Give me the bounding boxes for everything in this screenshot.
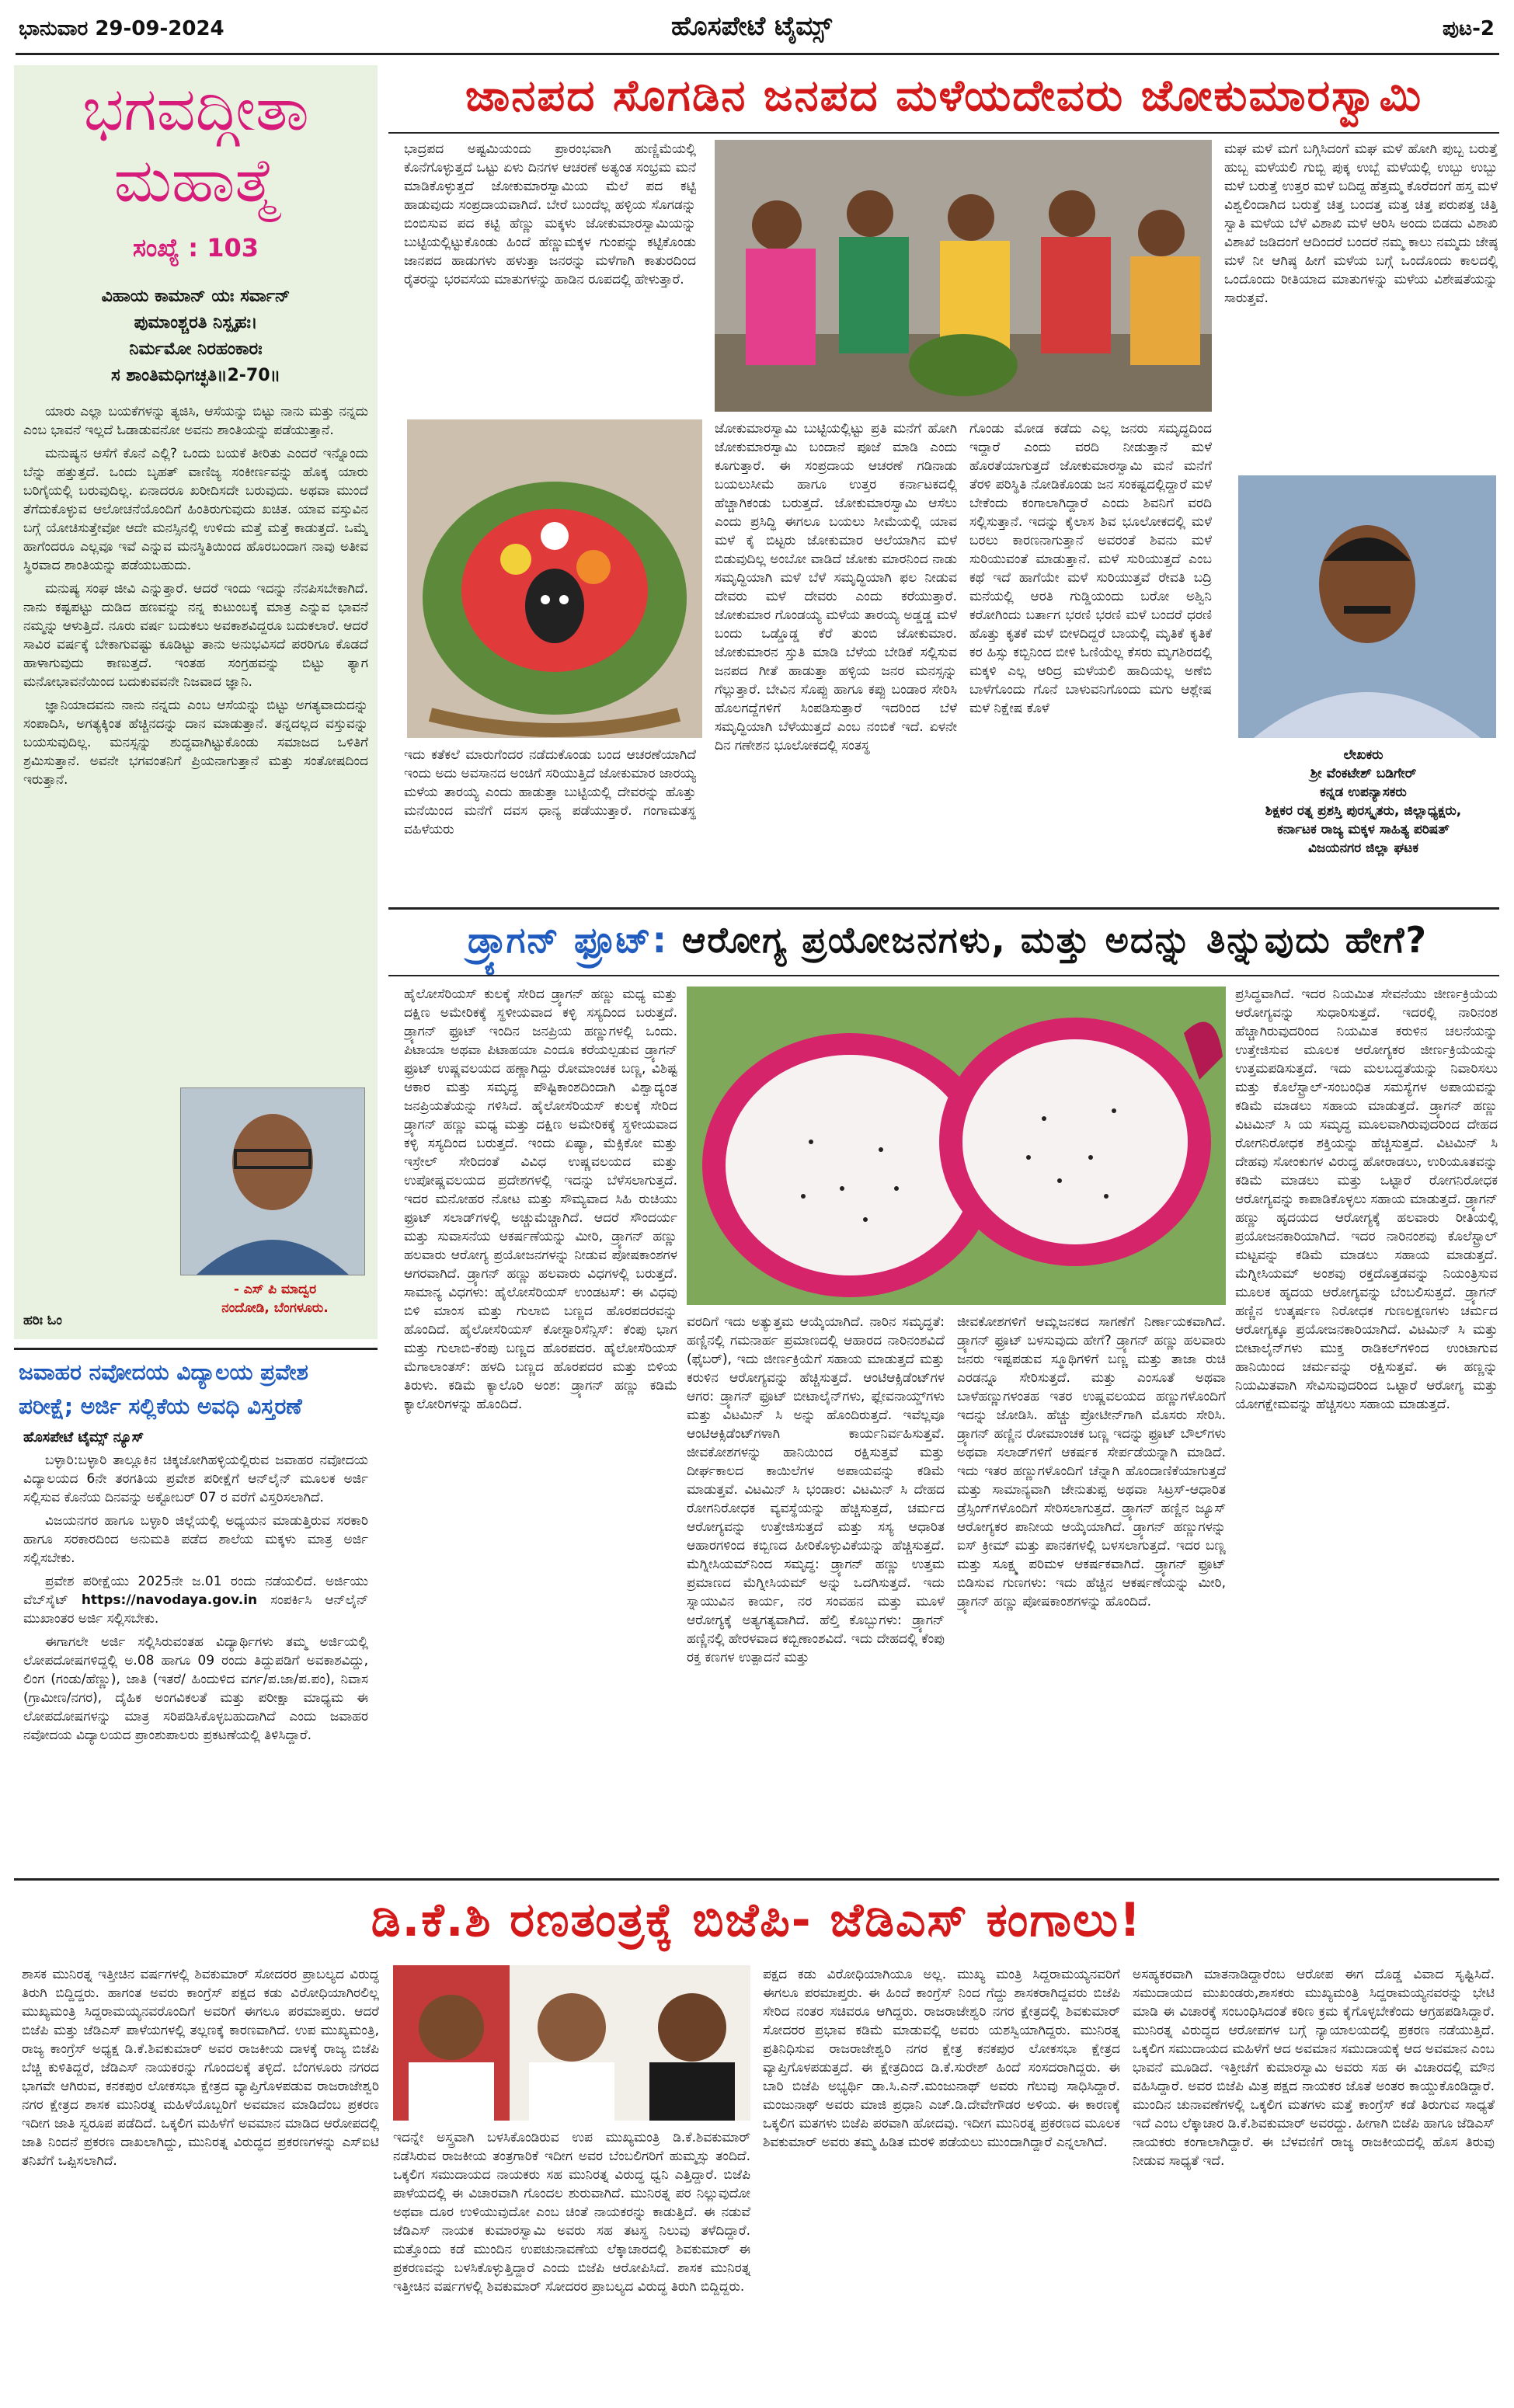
gita-author-photo: [180, 1087, 365, 1275]
gita-author-place: ನಂದೋಡಿ, ಬೆಂಗಳೂರು.: [221, 1300, 329, 1316]
shloka-line: ವಿಹಾಯ ಕಾಮಾನ್ ಯಃ ಸರ್ವಾನ್: [101, 287, 291, 306]
gita-title: [14, 74, 378, 217]
navodaya-paragraph: ವಿಜಯನಗರ ಹಾಗೂ ಬಳ್ಳಾರಿ ಜಿಲ್ಲೆಯಲ್ಲಿ ಅಧ್ಯಯನ ಮಾಡುತ್ತಿರುವ ಸರಕಾರಿ ಹಾಗೂ ಸರಕಾರದಿಂದ ಅನುಮತಿ ಪಡೆದ ಶಾಲೆಯ ಮಕ್ಕಳು ಮಾತ್ರ ಅರ್ಜಿ ಸಲ್ಲಿಸಬೇಕು.: [23, 1513, 368, 1566]
navodaya-headline-line1: ಜವಾಹರ ನವೋದಯ ವಿದ್ಯಾಲಯ ಪ್ರವೇಶ: [19, 1359, 308, 1385]
navodaya-paragraph: ಈಗಾಗಲೇ ಅರ್ಜಿ ಸಲ್ಲಿಸಿರುವಂತಹ ವಿದ್ಯಾರ್ಥಿಗಳು ತಮ್ಮ ಅರ್ಜಿಯಲ್ಲಿ ಲೋಪದೋಷಗಳಿದ್ದಲ್ಲಿ ಅ.08 ಹಾಗೂ 09 ರಂದು ತಿದ್ದುಪಡಿಗೆ ಅವಕಾಶವಿದ್ದು, ಲಿಂಗ (ಗಂಡು/ಹೆಣ್ಣು), ಜಾತಿ (ಇತರೆ/ ಹಿಂದುಳಿದ ವರ್ಗ/ಪ.ಜಾ/ಪ.ಪಂ), ನಿವಾಸ (ಗ್ರಾಮೀಣ/ನಗರ), ದೈಹಿಕ ಅಂಗವಿಕಲತೆ ಮತ್ತು ಪರೀಕ್ಷಾ ಮಾಧ್ಯಮ ಈ ಲೋಪದೋಷಗಳನ್ನು ಮಾತ್ರ ಸರಿಪಡಿಸಿಕೊಳ್ಳಬಹುದಾಗಿದೆ ಎಂದು ಜವಾಹರ ನವೋದಯ ವಿದ್ಯಾಲಯದ ಪ್ರಾಂಶುಪಾಲರು ಪ್ರಕಟಣೆಯಲ್ಲಿ ತಿಳಿಸಿದ್ದಾರೆ.: [23, 1634, 368, 1743]
navodaya-headline: [19, 1355, 376, 1424]
politics-col2: ಇದನ್ನೇ ಅಸ್ತ್ರವಾಗಿ ಬಳಸಿಕೊಂಡಿರುವ ಉಪ ಮುಖ್ಯಮಂತ್ರಿ ಡಿ.ಕೆ.ಶಿವಕುಮಾರ್ ನಡೆಸಿರುವ ರಾಜಕೀಯ ತಂತ್ರಗಾರಿಕೆ ಇದೀಗ ಅವರ ಬೆಂಬಲಿಗರಿಗೆ ಹುಮ್ಮಸ್ಸು ತಂದಿದೆ. ಒಕ್ಕಲಿಗ ಸಮುದಾಯದ ನಾಯಕರು ಸಹ ಮುನಿರತ್ನ ವಿರುದ್ಧ ಧ್ವನಿ ಎತ್ತಿದ್ದಾರೆ. ಬಿಜೆಪಿ ಪಾಳೆಯದಲ್ಲಿ ಈ ವಿಚಾರವಾಗಿ ಗೊಂದಲ ಶುರುವಾಗಿದೆ. ಮುನಿರತ್ನ ಪರ ನಿಲ್ಲುವುದೋ ಅಥವಾ ದೂರ ಉಳಿಯುವುದೋ ಎಂಬ ಚಿಂತೆ ನಾಯಕರನ್ನು ಕಾಡುತ್ತಿದೆ. ಈ ನಡುವೆ ಜೆಡಿಎಸ್ ನಾಯಕ ಕುಮಾರಸ್ವಾಮಿ ಅವರು ಸಹ ತಟಸ್ಥ ನಿಲುವು ತಳೆದಿದ್ದಾರೆ. ಮತ್ತೊಂದು ಕಡೆ ಮುಂದಿನ ಉಪಚುನಾವಣೆಯ ಲೆಕ್ಕಾಚಾರದಲ್ಲಿ ಶಿವಕುಮಾರ್ ಈ ಪ್ರಕರಣವನ್ನು ಬಳಸಿಕೊಳ್ಳುತ್ತಿದ್ದಾರೆ ಎಂದು ಬಿಜೆಪಿ ಆರೋಪಿಸಿದೆ. ಶಾಸಕ ಮುನಿರತ್ನ ಇತ್ತೀಚಿನ ವರ್ಷಗಳಲ್ಲಿ ಶಿವಕುಮಾರ್ ಸೋದರರ ಪ್ರಾಬಲ್ಯದ ವಿರುದ್ಧ ತಿರುಗಿ ಬಿದ್ದಿದ್ದರು.: [393, 2130, 750, 2295]
navodaya-website[interactable]: https://navodaya.gov.in: [81, 1592, 258, 1608]
navodaya-body: [23, 1451, 368, 1870]
dragon-col2: ವರದಿಗೆ ಇದು ಅತ್ಯುತ್ತಮ ಆಯ್ಕೆಯಾಗಿದೆ. ನಾರಿನ ಸಮೃದ್ಧತೆ: ಹಣ್ಣಿನಲ್ಲಿ ಗಮನಾರ್ಹ ಪ್ರಮಾಣದಲ್ಲಿ ಆಹಾರದ ನಾರಿನಂಶವಿದೆ (ಫೈಬರ್), ಇದು ಜೀರ್ಣಕ್ರಿಯೆಗೆ ಸಹಾಯ ಮಾಡುತ್ತದೆ ಮತ್ತು ಕರುಳಿನ ಆರೋಗ್ಯವನ್ನು ಹೆಚ್ಚಿಸುತ್ತದೆ. ಆಂಟಿಆಕ್ಸಿಡೆಂಟ್‌ಗಳ ಆಗರ: ಡ್ರ್ಯಾಗನ್ ಫ್ರೂಟ್ ಬೀಟಾಲೈನ್‌ಗಳು, ಫ್ಲೇವನಾಯ್ಡ್‌ಗಳು ಮತ್ತು ವಿಟಮಿನ್ ಸಿ ಅನ್ನು ಹೊಂದಿರುತ್ತದೆ. ಇವೆಲ್ಲವೂ ಆಂಟಿಆಕ್ಸಿಡೆಂಟ್‌ಗಳಾಗಿ ಕಾರ್ಯನಿರ್ವಹಿಸುತ್ತವೆ. ಜೀವಕೋಶಗಳನ್ನು ಹಾನಿಯಿಂದ ರಕ್ಷಿಸುತ್ತವೆ ಮತ್ತು ದೀರ್ಘಕಾಲದ ಕಾಯಿಲೆಗಳ ಅಪಾಯವನ್ನು ಕಡಿಮೆ ಮಾಡುತ್ತವೆ. ವಿಟಮಿನ್ ಸಿ ಭಂಡಾರ: ವಿಟಮಿನ್ ಸಿ ದೇಹದ ರೋಗನಿರೋಧಕ ವ್ಯವಸ್ಥೆಯನ್ನು ಹೆಚ್ಚಿಸುತ್ತದೆ, ಚರ್ಮದ ಆರೋಗ್ಯವನ್ನು ಉತ್ತೇಜಿಸುತ್ತದೆ ಮತ್ತು ಸಸ್ಯ ಆಧಾರಿತ ಆಹಾರಗಳಿಂದ ಕಬ್ಬಿಣದ ಹೀರಿಕೊಳ್ಳುವಿಕೆಯನ್ನು ಹೆಚ್ಚಿಸುತ್ತದೆ. ಮೆಗ್ನೀಸಿಯಮ್‌ನಿಂದ ಸಮೃದ್ಧ: ಡ್ರ್ಯಾಗನ್ ಹಣ್ಣು ಉತ್ತಮ ಪ್ರಮಾಣದ ಮೆಗ್ನೀಸಿಯಮ್ ಅನ್ನು ಒದಗಿಸುತ್ತದೆ. ಇದು ಸ್ನಾಯುವಿನ ಕಾರ್ಯ, ನರ ಸಂವಹನ ಮತ್ತು ಮೂಳೆ ಆರೋಗ್ಯಕ್ಕೆ ಅತ್ಯಗತ್ಯವಾಗಿದೆ. ಹೆಲ್ತಿ ಕೊಬ್ಬುಗಳು: ಡ್ರ್ಯಾಗನ್ ಹಣ್ಣಿನಲ್ಲಿ ಹೇರಳವಾದ ಕಬ್ಬಿಣಾಂಶವಿದೆ. ಇದು ದೇಹದಲ್ಲಿ ಕೆಂಪು ರಕ್ತ ಕಣಗಳ ಉತ್ಪಾದನೆ ಮತ್ತು: [687, 1314, 945, 1665]
folk-author-photo: [1238, 475, 1496, 738]
gita-shloka: [23, 284, 368, 389]
folk-col4: ಮಘ ಮಳೆ ಮಗೆ ಬಗ್ಗಿಸಿದಂಗೆ ಮಘ ಮಳೆ ಹೋಗಿ ಪುಬ್ಬ ಬರುತ್ತೆ ಹುಬ್ಬ ಮಳೆಯಲಿ ಗುಬ್ಬಿ ಪುಕ್ಕ ಉಬ್ಬೆ ಮಳೆಯಲ್ಲಿ ಉಬ್ಬು ಉಬ್ಬು ಮಳೆ ಬರುತ್ತೆ ಉತ್ತರ ಮಳೆ ಬದಿದ್ದ ಹೆತ್ತಮ್ಮ ಕೊರೆದಂಗೆ ಹಸ್ತ ಮಳೆ ವಿಶ್ವಲಿಂದಾಗಿದ ಬರುತ್ತೆ ಚಿತ್ತ ಬಂದತ್ತ ಮತ್ತ ಚಿತ್ತ ಪರುಪತ್ತ ಚಿತ್ತಿ ಸ್ವಾತಿ ಮಳೆಯ ಬೆಳೆ ವಿಶಾಖಿ ಮಳೆ ಆರಿಸಿ ಅಂದು ಬಿಡದು ವಿಶಾಖಿ ವಿಶಾಖೆ ಜಡಿದಂಗೆ ಆದಿಂದರೆ ಬಂದರೆ ನಮ್ಮ ಕಾಲು ನಮ್ಮದು ಜೇಷ್ಠ ಮಳೆ ನೀ ಆಗಿಷ್ಠ ಹೀಗೆ ಮಳೆಯ ಬಗ್ಗೆ ಒಂದೊಂದು ಕಾಲದಲ್ಲಿ ಒಂದೊಂದು ರೀತಿಯಾದ ಮಾತುಗಳನ್ನು ಮಳೆಯ ವಿಶೇಷತೆಯನ್ನು ಸಾರುತ್ತವೆ.: [1224, 141, 1498, 306]
folk-women-photo: [715, 140, 1212, 412]
gita-title-line2: ಮಹಾತ್ಮೆ: [113, 146, 278, 216]
folk-col1: ಭಾದ್ರಪದ ಅಷ್ಟಮಿಯಂದು ಪ್ರಾರಂಭವಾಗಿ ಹುಣ್ಣಿಮೆಯಲ್ಲಿ ಕೊನೆಗೊಳ್ಳುತ್ತದೆ ಒಟ್ಟು ಏಳು ದಿನಗಳ ಆಚರಣೆ ಅತ್ಯಂತ ಸಂಭ್ರಮ ಮನೆ ಮಾಡಿಕೊಳ್ಳುತ್ತದೆ ಜೋಕುಮಾರಸ್ವಾಮಿಯ ಮೆಲೆ ಪದ ಕಟ್ಟಿ ಹಾಡುವುದು ಸಂಪ್ರದಾಯವಾಗಿದೆ. ಬೇರೆ ಬುಂದೆಲ್ಲ ಹಳ್ಳಿಯ ಸೊಗಡನ್ನು ಬಿಂಬಿಸುವ ಪದ ಕಟ್ಟಿ ಹೆಣ್ಣು ಮಕ್ಕಳು ಜೋಕುಮಾರಸ್ವಾಮಿಯನ್ನು ಬುಟ್ಟಿಯಲ್ಲಿಟ್ಟುಕೊಂಡು ಹಿಂದೆ ಹೆಣ್ಣುಮಕ್ಕಳ ಗುಂಪನ್ನು ಕಟ್ಟಿಕೊಂಡು ಜಾನಪದ ಹಾಡುಗಳು ಹಳುತ್ತಾ ಜನರನ್ನು ಮಳೆಗಾಗಿ ಕಾತುರದಿಂದ ರೈತರನ್ನು ಭರವಸೆಯ ಮಾತುಗಳನ್ನು ಹಾಡಿನ ರೂಪದಲ್ಲಿ ಹೇಳುತ್ತಾರೆ.: [404, 141, 696, 287]
page-number: ಪುಟ-2: [1442, 17, 1495, 40]
gita-paragraph: ಮನುಷ್ಯನ ಆಸೆಗೆ ಕೊನೆ ಎಲ್ಲಿ? ಒಂದು ಬಯಕೆ ತೀರಿತು ಎಂದರೆ ಇನ್ನೊಂದು ಬೆನ್ನು ಹತ್ತುತ್ತದೆ. ಒಂದು ಬೃಹತ್ ವಾಣಿಜ್ಯ ಸಂಕೀರ್ಣವನ್ನು ಹೊಕ್ಕ ಯಾರು ಬರಿಗೈಯಲ್ಲಿ ಬರುವುದಿಲ್ಲ. ಏನಾದರೂ ಖರೀದಿಸದೇ ಬರುವುದು. ಅಥವಾ ಮುಂದೆ ತೆಗೆದುಕೊಳ್ಳುವ ಆಲೋಚನೆಯೊಂದಿಗೆ ಹಿಂತಿರುಗುವುದು ಖಚಿತ. ಯಾವ ವಸ್ತುವಿನ ಬಗ್ಗೆ ಯೋಚಿಸುತ್ತೇವೋ ಆದೇ ಮನಸ್ಸಿನಲ್ಲಿ ಉಳಿದು ಮತ್ತೆ ಮತ್ತೆ ಕಾಡುತ್ತದೆ. ಒಮ್ಮೆ ಹಾಗೆಂದರೂ ಎಲ್ಲವೂ ಇವೆ ಎನ್ನುವ ಮನಸ್ಥಿತಿಯಿಂದ ಹೊರಬಂದಾಗ ನಾವು ಅತೀವ ಸ್ಥಿರವಾದ ಶಾಂತಿಯನ್ನು ಪಡೆಯಬಹುದು.: [23, 446, 368, 573]
shloka-line: ಪುಮಾಂಶ್ಚರತಿ ನಿಸ್ಪೃಹಃ।: [134, 313, 258, 332]
author-role: ವಿಜಯನಗರ ಜಿಲ್ಲಾ ಘಟಕ: [1307, 840, 1419, 856]
dragon-headline: [396, 913, 1499, 967]
navodaya-rule: [14, 1348, 378, 1350]
shloka-line: ಸ ಶಾಂತಿಮಧಿಗಚ್ಛತಿ॥2-70॥: [111, 366, 280, 385]
dragon-rule: [388, 975, 1499, 976]
gita-author-name: - ಎಸ್ ಪಿ ಮಾದ್ವರ: [233, 1282, 317, 1297]
gita-author: [183, 1280, 367, 1317]
politics-headline: ಡಿ.ಕೆ.ಶಿ ರಣತಂತ್ರಕ್ಕೆ ಬಿಜೆಪಿ- ಜೆಡಿಎಸ್ ಕಂಗಾಲು!: [371, 1893, 1143, 1947]
politics-col4: ಅಸಹ್ಯಕರವಾಗಿ ಮಾತನಾಡಿದ್ದಾರೆಂಬ ಆರೋಪ ಈಗ ದೊಡ್ಡ ವಿವಾದ ಸೃಷ್ಟಿಸಿದೆ. ಸಮುದಾಯದ ಮುಖಂಡರು,ಶಾಸಕರು ಮುಖ್ಯಮಂತ್ರಿ ಸಿದ್ದರಾಮಯ್ಯನವರನ್ನು ಭೇಟಿ ಮಾಡಿ ಈ ವಿಚಾರಕ್ಕೆ ಸಂಬಂಧಿಸಿದಂತೆ ಕಠಿಣ ಕ್ರಮ ಕೈಗೊಳ್ಳಬೇಕೆಂದು ಆಗ್ರಹಪಡಿಸಿದ್ದಾರೆ. ಮುನಿರತ್ನ ವಿರುದ್ಧದ ಆರೋಪಗಳ ಬಗ್ಗೆ ನ್ಯಾಯಾಲಯದಲ್ಲಿ ಪ್ರಕರಣ ನಡೆಯುತ್ತಿದೆ. ಒಕ್ಕಲಿಗ ಸಮುದಾಯದ ಮಹಿಳೆಗೆ ಆದ ಅವಮಾನ ಸಮುದಾಯಕ್ಕೆ ಆದ ಅವಮಾನ ಎಂಬ ಭಾವನೆ ಮೂಡಿದೆ. ಇತ್ತೀಚೆಗೆ ಕುಮಾರಸ್ವಾಮಿ ಅವರು ಸಹ ಈ ವಿಚಾರದಲ್ಲಿ ಮೌನ ವಹಿಸಿದ್ದಾರೆ. ಅವರ ಬಿಜೆಪಿ ಮಿತ್ರ ಪಕ್ಷದ ನಾಯಕರ ಜೊತೆ ಅಂತರ ಕಾಯ್ದುಕೊಂಡಿದ್ದಾರೆ. ಮುಂದಿನ ಚುನಾವಣೆಗಳಲ್ಲಿ ಒಕ್ಕಲಿಗ ಮತಗಳು ಮತ್ತೆ ಕಾಂಗ್ರೆಸ್ ಕಡೆ ತಿರುಗುವ ಸಾಧ್ಯತೆ ಇದೆ ಎಂಬ ಲೆಕ್ಕಾಚಾರ ಡಿ.ಕೆ.ಶಿವಕುಮಾರ್ ಅವರದ್ದು. ಹೀಗಾಗಿ ಬಿಜೆಪಿ ಹಾಗೂ ಜೆಡಿಎಸ್ ನಾಯಕರು ಕಂಗಾಲಾಗಿದ್ದಾರೆ. ಈ ಬೆಳವಣಿಗೆ ರಾಜ್ಯ ರಾಜಕೀಯದಲ್ಲಿ ಹೊಸ ತಿರುವು ನೀಡುವ ಸಾಧ್ಯತೆ ಇದೆ.: [1133, 1967, 1495, 2169]
folk-deity-photo: [407, 419, 702, 738]
date-line: ಭಾನುವಾರ 29-09-2024: [19, 17, 224, 40]
shloka-line: ನಿರ್ಮಮೋ ನಿರಹಂಕಾರಃ: [129, 339, 263, 359]
dragon-headline-rest: ಆರೋಗ್ಯ ಪ್ರಯೋಜನಗಳು, ಮತ್ತು ಅದನ್ನು ತಿನ್ನುವುದು ಹೇಗೆ?: [682, 919, 1429, 961]
gita-body: [23, 402, 368, 1083]
folk-headline: ಜಾನಪದ ಸೊಗಡಿನ ಜನಪದ ಮಳೆಯದೇವರು ಜೋಕುಮಾರಸ್ವಾಮಿ: [465, 71, 1423, 121]
author-role: ಕನ್ನಡ ಉಪನ್ಯಾಸಕರು: [1320, 785, 1407, 800]
politicians-photo: [393, 1965, 750, 2121]
author-role: ಕರ್ನಾಟಕ ರಾಜ್ಯ ಮಕ್ಕಳ ಸಾಹಿತ್ಯ ಪರಿಷತ್: [1277, 822, 1450, 837]
dragon-fruit-photo: [687, 987, 1226, 1305]
gita-title-line1: ಭಗವದ್ಗೀತಾ: [82, 75, 309, 144]
politics-col3: ಪಕ್ಷದ ಕಡು ವಿರೋಧಿಯಾಗಿಯೂ ಅಲ್ಲ. ಮುಖ್ಯ ಮಂತ್ರಿ ಸಿದ್ದರಾಮಯ್ಯನವರಿಗೆ ಈಗಲೂ ಪರಮಾಪ್ತರು. ಈ ಹಿಂದೆ ಕಾಂಗ್ರೆಸ್ ನಿಂದ ಗೆದ್ದು ಶಾಸಕರಾಗಿದ್ದವರು ಬಿಜೆಪಿ ಸೇರಿದ ನಂತರ ಸಚಿವರೂ ಆಗಿದ್ದರು. ರಾಜರಾಜೇಶ್ವರಿ ನಗರ ಕ್ಷೇತ್ರದಲ್ಲಿ ಶಿವಕುಮಾರ್ ಸೋದರರ ಪ್ರಭಾವ ಕಡಿಮೆ ಮಾಡುವಲ್ಲಿ ಅವರು ಯಶಸ್ವಿಯಾಗಿದ್ದರು. ಮುನಿರತ್ನ ಪ್ರತಿನಿಧಿಸುವ ರಾಜರಾಜೇಶ್ವರಿ ನಗರ ಕ್ಷೇತ್ರ ಕನಕಪುರ ಲೋಕಸಭಾ ಕ್ಷೇತ್ರದ ವ್ಯಾಪ್ತಿಗೊಳಪಡುತ್ತದೆ. ಈ ಕ್ಷೇತ್ರದಿಂದ ಡಿ.ಕೆ.ಸುರೇಶ್ ಹಿಂದೆ ಸಂಸದರಾಗಿದ್ದರು. ಈ ಬಾರಿ ಬಿಜೆಪಿ ಅಭ್ಯರ್ಥಿ ಡಾ.ಸಿ.ಎನ್.ಮಂಜುನಾಥ್ ಅವರು ಗೆಲುವು ಸಾಧಿಸಿದ್ದಾರೆ. ಮಂಜುನಾಥ್ ಅವರು ಮಾಜಿ ಪ್ರಧಾನಿ ಎಚ್.ಡಿ.ದೇವೇಗೌಡರ ಅಳಿಯ. ಈ ಕಾರಣಕ್ಕೆ ಒಕ್ಕಲಿಗ ಮತಗಳು ಬಿಜೆಪಿ ಪರವಾಗಿ ಹೋದವು. ಇದೀಗ ಮುನಿರತ್ನ ಪ್ರಕರಣದ ಮೂಲಕ ಶಿವಕುಮಾರ್ ಅವರು ತಮ್ಮ ಹಿಡಿತ ಮರಳಿ ಪಡೆಯಲು ಮುಂದಾಗಿದ್ದಾರೆ ಎನ್ನಲಾಗಿದೆ.: [763, 1967, 1120, 2150]
dragon-col1: ಹೈಲೋಸೆರಿಯಸ್ ಕುಲಕ್ಕೆ ಸೇರಿದ ಡ್ರ್ಯಾಗನ್ ಹಣ್ಣು ಮಧ್ಯ ಮತ್ತು ದಕ್ಷಿಣ ಅಮೇರಿಕಕ್ಕೆ ಸ್ಥಳೀಯವಾದ ಕಳ್ಳಿ ಸಸ್ಯದಿಂದ ಬರುತ್ತದೆ. ಡ್ರ್ಯಾಗನ್ ಫ್ರೂಟ್ ಇಂದಿನ ಜನಪ್ರಿಯ ಹಣ್ಣುಗಳಲ್ಲಿ ಒಂದು. ಪಿಟಾಯಾ ಅಥವಾ ಪಿಟಾಹಯಾ ಎಂದೂ ಕರೆಯಲ್ಪಡುವ ಡ್ರ್ಯಾಗನ್ ಫ್ರೂಟ್ ಉಷ್ಣವಲಯದ ಹಣ್ಣಾಗಿದ್ದು ರೋಮಾಂಚಕ ಬಣ್ಣ, ವಿಶಿಷ್ಟ ಆಕಾರ ಮತ್ತು ಸಮೃದ್ಧ ಪೌಷ್ಟಿಕಾಂಶದಿಂದಾಗಿ ವಿಶ್ವಾದ್ಯಂತ ಜನಪ್ರಿಯತೆಯನ್ನು ಗಳಿಸಿದೆ. ಹೈಲೋಸೆರಿಯಸ್ ಕುಲಕ್ಕೆ ಸೇರಿದ ಡ್ರ್ಯಾಗನ್ ಹಣ್ಣು ಮಧ್ಯ ಮತ್ತು ದಕ್ಷಿಣ ಅಮೇರಿಕಕ್ಕೆ ಸ್ಥಳೀಯವಾದ ಕಳ್ಳಿ ಸಸ್ಯದಿಂದ ಬರುತ್ತದೆ. ಇಂದು ಏಷ್ಯಾ, ಮೆಕ್ಸಿಕೋ ಮತ್ತು ಇಸ್ರೇಲ್ ಸೇರಿದಂತೆ ವಿವಿಧ ಉಷ್ಣವಲಯದ ಮತ್ತು ಉಪೋಷ್ಣವಲಯದ ಪ್ರದೇಶಗಳಲ್ಲಿ ಇದನ್ನು ಬೆಳೆಸಲಾಗುತ್ತದೆ. ಇದರ ಮನೋಹರ ನೋಟ ಮತ್ತು ಸೌಮ್ಯವಾದ ಸಿಹಿ ರುಚಿಯು ಫ್ರೂಟ್ ಸಲಾಡ್‌ಗಳಲ್ಲಿ ಅಚ್ಚುಮೆಚ್ಚಾಗಿದೆ. ಆದರೆ ಸೌಂದರ್ಯ ಮತ್ತು ಸುವಾಸನೆಯ ಆಕರ್ಷಣೆಯನ್ನು ಮೀರಿ, ಡ್ರ್ಯಾಗನ್ ಹಣ್ಣು ಹಲವಾರು ಆರೋಗ್ಯ ಪ್ರಯೋಜನಗಳನ್ನು ನೀಡುವ ಪೋಷಕಾಂಶಗಳ ಆಗರವಾಗಿದೆ. ಡ್ರ್ಯಾಗನ್ ಹಣ್ಣು ಹಲವಾರು ವಿಧಗಳಲ್ಲಿ ಬರುತ್ತದೆ. ಸಾಮಾನ್ಯ ವಿಧಗಳು: ಹೈಲೋಸೆರಿಯಸ್ ಉಂಡಟಸ್: ಈ ವಿಧವು ಬಿಳಿ ಮಾಂಸ ಮತ್ತು ಗುಲಾಬಿ ಬಣ್ಣದ ಹೊರಪದರವನ್ನು ಹೊಂದಿದೆ. ಹೈಲೋಸೆರಿಯಸ್ ಕೋಸ್ಟಾರಿಸೆನ್ಸಿಸ್: ಕೆಂಪು ಭಾಗ ಮತ್ತು ಗುಲಾಬಿ-ಕೆಂಪು ಬಣ್ಣದ ಹೊರಪದರ. ಹೈಲೋಸೆರಿಯಸ್ ಮೆಗಾಲಾಂತಸ್: ಹಳದಿ ಬಣ್ಣದ ಹೊರಪದರ ಮತ್ತು ಬಿಳಿಯ ತಿರುಳು. ಕಡಿಮೆ ಕ್ಯಾಲೊರಿ ಅಂಶ: ಡ್ರ್ಯಾಗನ್ ಹಣ್ಣು ಕಡಿಮೆ ಕ್ಯಾಲೋರಿಗಳನ್ನು ಹೊಂದಿದೆ.: [404, 987, 677, 1412]
author-name: ಶ್ರೀ ವೆಂಕಟೇಶ್ ಬಡಿಗೇರ್: [1310, 766, 1417, 781]
navodaya-headline-line2: ಪರೀಕ್ಷೆ; ಅರ್ಜಿ ಸಲ್ಲಿಕೆಯ ಅವಧಿ ವಿಸ್ತರಣೆ: [19, 1394, 302, 1419]
politics-rule: [14, 1878, 1499, 1881]
dragon-col3: ಜೀವಕೋಶಗಳಿಗೆ ಆಮ್ಲಜನಕದ ಸಾಗಣೆಗೆ ನಿರ್ಣಾಯಕವಾಗಿದೆ. ಡ್ರ್ಯಾಗನ್ ಫ್ರೂಟ್ ಬಳಸುವುದು ಹೇಗೆ? ಡ್ರ್ಯಾಗನ್ ಹಣ್ಣು ಹಲವಾರು ಜನರು ಇಷ್ಟಪಡುವ ಸ್ಮೂಥಿಗಳಿಗೆ ಬಣ್ಣ ಮತ್ತು ತಾಜಾ ರುಚಿ ಎರಡನ್ನೂ ಸೇರಿಸುತ್ತದೆ. ಮತ್ತು ಎಂಸೂತೆ ಅಥವಾ ಬಾಳೆಹಣ್ಣುಗಳಂತಹ ಇತರ ಉಷ್ಣವಲಯದ ಹಣ್ಣುಗಳೊಂದಿಗೆ ಇದನ್ನು ಜೋಡಿಸಿ. ಹೆಚ್ಚು ಪ್ರೋಟೀನ್‌ಗಾಗಿ ಮೊಸರು ಸೇರಿಸಿ. ಡ್ರ್ಯಾಗನ್ ಹಣ್ಣಿನ ರೋಮಾಂಚಕ ಬಣ್ಣ ಇದನ್ನು ಫ್ರೂಟ್ ಬೌಲ್‌ಗಳು ಅಥವಾ ಸಲಾಡ್‌ಗಳಿಗೆ ಆಕರ್ಷಕ ಸೇರ್ಪಡೆಯನ್ನಾಗಿ ಮಾಡಿದೆ. ಇದು ಇತರ ಹಣ್ಣುಗಳೊಂದಿಗೆ ಚೆನ್ನಾಗಿ ಹೊಂದಾಣಿಕೆಯಾಗುತ್ತದೆ ಮತ್ತು ಸಾಮಾನ್ಯವಾಗಿ ಜೇನುತುಪ್ಪ ಅಥವಾ ಸಿಟ್ರಸ್-ಆಧಾರಿತ ಡ್ರೆಸ್ಸಿಂಗ್‌ಗಳೊಂದಿಗೆ ಸೇರಿಸಲಾಗುತ್ತದೆ. ಡ್ರ್ಯಾಗನ್ ಹಣ್ಣಿನ ಜ್ಯೂಸ್ ಆರೋಗ್ಯಕರ ಪಾನೀಯ ಆಯ್ಕೆಯಾಗಿದೆ. ಡ್ರ್ಯಾಗನ್ ಹಣ್ಣುಗಳನ್ನು ಐಸ್ ಕ್ರೀಮ್ ಮತ್ತು ಪಾನಕಗಳಲ್ಲಿ ಬಳಸಲಾಗುತ್ತದೆ. ಇದರ ಬಣ್ಣ ಮತ್ತು ಸೂಕ್ಷ್ಮ ಪರಿಮಳ ಆಕರ್ಷಕವಾಗಿದೆ. ಡ್ರ್ಯಾಗನ್ ಫ್ರೂಟ್ ಬಿಡಿಸುವ ಗುಣಗಳು: ಇದು ಹೆಚ್ಚಿನ ಆಕರ್ಷಣೆಯನ್ನು ಮೀರಿ, ಡ್ರ್ಯಾಗನ್ ಹಣ್ಣು ಪೋಷಕಾಂಶಗಳನ್ನು ಹೊಂದಿದೆ.: [957, 1314, 1226, 1609]
gita-paragraph: ಮನುಷ್ಯ ಸಂಘ ಜೀವಿ ಎನ್ನುತ್ತಾರೆ. ಆದರೆ ಇಂದು ಇದನ್ನು ನೆನಪಿಸಬೇಕಾಗಿದೆ. ನಾನು ಕಷ್ಟಪಟ್ಟು ದುಡಿದ ಹಣವನ್ನು ನನ್ನ ಕುಟುಂಬಕ್ಕೆ ಮಾತ್ರ ಎನ್ನುವ ಭಾವನೆ ನಮ್ಮನ್ನು ಆಳುತ್ತಿದೆ. ನೂರು ವರ್ಷ ಬದುಕಲು ಅವಕಾಶವಿದ್ದರೂ ಬದುಕಲಾರೆ. ಆದರೆ ಸಾವಿರ ವರ್ಷಕ್ಕೆ ಬೇಕಾಗುವಷ್ಟು ಕೂಡಿಟ್ಟು ತಾನು ಅನುಭವಿಸದೆ ಪರರಿಗೂ ಕೊಡದೆ ಹಾಳಾಗುವುದು ಕಾಣುತ್ತದೆ. ಇಂತಹ ಸಂಗ್ರಹವನ್ನು ಬಿಟ್ಟು ತ್ಯಾಗ ಮನೋಭಾವನೆಯಿಂದ ಬದುಕುವವನೇ ನಿಜವಾದ ಜ್ಞಾನಿ.: [23, 581, 368, 690]
author-label: ಲೇಖಕರು: [1343, 747, 1383, 763]
dragon-col4: ಪ್ರಸಿದ್ಧವಾಗಿದೆ. ಇದರ ನಿಯಮಿತ ಸೇವನೆಯು ಜೀರ್ಣಕ್ರಿಯೆಯ ಆರೋಗ್ಯವನ್ನು ಸುಧಾರಿಸುತ್ತದೆ. ಇದರಲ್ಲಿ ನಾರಿನಂಶ ಹೆಚ್ಚಾಗಿರುವುದರಿಂದ ನಿಯಮಿತ ಕರುಳಿನ ಚಲನೆಯನ್ನು ಉತ್ತೇಜಿಸುವ ಮೂಲಕ ಆರೋಗ್ಯಕರ ಜೀರ್ಣಕ್ರಿಯೆಯನ್ನು ಉತ್ತಮಪಡಿಸುತ್ತದೆ. ಇದು ಮಲಬದ್ಧತೆಯನ್ನು ನಿವಾರಿಸಲು ಮತ್ತು ಕೊಲೆಸ್ಟ್ರಾಲ್-ಸಂಬಂಧಿತ ಸಮಸ್ಯೆಗಳ ಅಪಾಯವನ್ನು ಕಡಿಮೆ ಮಾಡಲು ಸಹಾಯ ಮಾಡುತ್ತದೆ. ಡ್ರ್ಯಾಗನ್ ಹಣ್ಣು ವಿಟಮಿನ್ ಸಿ ಯ ಸಮೃದ್ಧ ಮೂಲವಾಗಿರುವುದರಿಂದ ದೇಹದ ರೋಗನಿರೋಧಕ ಶಕ್ತಿಯನ್ನು ಹೆಚ್ಚಿಸುತ್ತದೆ. ವಿಟಮಿನ್ ಸಿ ದೇಹವು ಸೋಂಕುಗಳ ವಿರುದ್ಧ ಹೋರಾಡಲು, ಉರಿಯೂತವನ್ನು ಕಡಿಮೆ ಮಾಡಲು ಮತ್ತು ಒಟ್ಟಾರೆ ರೋಗನಿರೋಧಕ ಆರೋಗ್ಯವನ್ನು ಕಾಪಾಡಿಕೊಳ್ಳಲು ಸಹಾಯ ಮಾಡುತ್ತದೆ. ಡ್ರ್ಯಾಗನ್ ಹಣ್ಣು ಹೃದಯದ ಆರೋಗ್ಯಕ್ಕೆ ಹಲವಾರು ರೀತಿಯಲ್ಲಿ ಪ್ರಯೋಜನಕಾರಿಯಾಗಿದೆ. ಇದರ ನಾರಿನಂಶವು ಕೊಲೆಸ್ಟ್ರಾಲ್ ಮಟ್ಟವನ್ನು ಕಡಿಮೆ ಮಾಡಲು ಸಹಾಯ ಮಾಡುತ್ತದೆ. ಮೆಗ್ನೀಸಿಯಮ್ ಅಂಶವು ರಕ್ತದೊತ್ತಡವನ್ನು ನಿಯಂತ್ರಿಸುವ ಮೂಲಕ ಹೃದಯ ಆರೋಗ್ಯವನ್ನು ಬೆಂಬಲಿಸುತ್ತದೆ. ಡ್ರ್ಯಾಗನ್ ಹಣ್ಣಿನ ಉತ್ಕರ್ಷಣ ನಿರೋಧಕ ಗುಣಲಕ್ಷಣಗಳು ಚರ್ಮದ ಆರೋಗ್ಯಕ್ಕೂ ಪ್ರಯೋಜನಕಾರಿಯಾಗಿದೆ. ವಿಟಮಿನ್ ಸಿ ಮತ್ತು ಬೀಟಾಲೈನ್‌ಗಳು ಮುಕ್ತ ರಾಡಿಕಲ್‌ಗಳಿಂದ ಉಂಟಾಗುವ ಹಾನಿಯಿಂದ ಚರ್ಮವನ್ನು ರಕ್ಷಿಸುತ್ತವೆ. ಈ ಹಣ್ಣನ್ನು ನಿಯಮಿತವಾಗಿ ಸೇವಿಸುವುದರಿಂದ ಒಟ್ಟಾರೆ ಆರೋಗ್ಯ ಮತ್ತು ಯೋಗಕ್ಷೇಮವನ್ನು ಹೆಚ್ಚಿಸಲು ಸಹಾಯ ಮಾಡುತ್ತದೆ.: [1235, 987, 1498, 1412]
folk-col1b: ಇದು ಕತೆಕಲೆ ಮಾರುಗೆಂದರ ನಡೆದುಕೊಂಡು ಬಂದ ಆಚರಣೆಯಾಗಿದೆ ಇಂದು ಅದು ಅವಸಾನದ ಅಂಚಿಗೆ ಸರಿಯುತ್ತಿದೆ ಜೋಕುಮಾರ ಜಾರಯ್ಯ ಮಳೆಯ ತಾರಯ್ಯ ಎಂದು ಹಾಡುತ್ತಾ ಬುಟ್ಟಿಯಲ್ಲಿ ದೇವರನ್ನು ಹೊತ್ತು ಮನೆಯಿಂದ ಮನೆಗೆ ದವಸ ಧಾನ್ಯ ಪಡೆಯುತ್ತಾರೆ. ಗಂಗಾಮತಸ್ಥ ವಹಿಳೆಯರು: [404, 747, 696, 837]
folk-rule: [388, 132, 1499, 134]
gita-paragraph: ಜ್ಞಾನಿಯಾದವನು ನಾನು ನನ್ನದು ಎಂಬ ಆಸೆಯನ್ನು ಬಿಟ್ಟು ಅಗತ್ಯವಾದುದನ್ನು ಸಂಪಾದಿಸಿ, ಅಗತ್ಯಕ್ಕಿಂತ ಹೆಚ್ಚಿನದನ್ನು ದಾನ ಮಾಡುತ್ತಾನೆ. ತನ್ನದಲ್ಲದ ವಸ್ತುವನ್ನು ಬಯಸುವುದಿಲ್ಲ. ಮನಸ್ಸನ್ನು ಶುದ್ಧವಾಗಿಟ್ಟುಕೊಂಡು ಸಮಾಜದ ಒಳಿತಿಗೆ ಶ್ರಮಿಸುತ್ತಾನೆ. ಅವನೇ ಭಗವಂತನಿಗೆ ಪ್ರಿಯನಾಗುತ್ತಾನೆ ಮತ್ತು ಸಂತೋಷದಿಂದ ಇರುತ್ತಾನೆ.: [23, 698, 368, 788]
gita-paragraph: ಯಾರು ಎಲ್ಲಾ ಬಯಕೆಗಳನ್ನು ತ್ಯಜಿಸಿ, ಆಸೆಯನ್ನು ಬಿಟ್ಟು ನಾನು ಮತ್ತು ನನ್ನದು ಎಂಬ ಭಾವನೆ ಇಲ್ಲದೆ ಓಡಾಡುವನೋ ಅವನು ಶಾಂತಿಯನ್ನು ಪಡೆಯುತ್ತಾನೆ.: [23, 404, 368, 438]
gita-om: ಹರಿಃ ಓಂ: [23, 1313, 62, 1328]
masthead: [19, 6, 1495, 50]
paper-name: ಹೊಸಪೇಟೆ ಟೈಮ್ಸ್: [671, 11, 832, 42]
navodaya-byline: ಹೊಸಪೇಟೆ ಟೈಮ್ಸ್ ನ್ಯೂಸ್: [23, 1429, 144, 1446]
navodaya-paragraph: ಪ್ರವೇಶ ಪರೀಕ್ಷೆಯು 2025ನೇ ಜ.01 ರಂದು ನಡೆಯಲಿದೆ. ಅರ್ಜಿಯು ವೆಬ್‌ಸೈಟ್ https://navodaya.gov.in ಸಂಪರ್ಕಿಸಿ ಆನ್‌ಲೈನ್ ಮುಖಾಂತರ ಅರ್ಜಿ ಸಲ್ಲಿಸಬೇಕು.: [23, 1574, 368, 1627]
folk-col2: ಜೋಕುಮಾರಸ್ವಾಮಿ ಬುಟ್ಟಿಯಲ್ಲಿಟ್ಟು ಪ್ರತಿ ಮನೆಗೆ ಹೋಗಿ ಜೋಕುಮಾರಸ್ವಾಮಿ ಬಂದಾನೆ ಪೂಜೆ ಮಾಡಿ ಎಂದು ಕೂಗುತ್ತಾರೆ. ಈ ಸಂಪ್ರದಾಯ ಆಚರಣೆ ಗಡಿನಾಡು ಬಯಲುಸೀಮೆ ಹಾಗೂ ಉತ್ತರ ಕರ್ನಾಟಕದಲ್ಲಿ ಹೆಚ್ಚಾಗಿಕಂಡು ಬರುತ್ತದೆ. ಜೋಕುಮಾರಸ್ವಾಮಿ ಆಸೆಲು ಎಂದು ಪ್ರಸಿದ್ಧಿ ಈಗಲೂ ಬಯಲು ಸೀಮೆಯಲ್ಲಿ ಯಾವ ಮಳೆ ಕೈ ಬಿಟ್ಟರು ಜೋಕುಮಾರ ಆಲೆಯಾಗಿನ ಮಳೆ ಬಿಡುವುದಿಲ್ಲ ಅಂಬೋ ವಾಡಿದೆ ಜೋಕು ಮಾರನಿಂದ ನಾಡು ಸಮೃದ್ಧಿಯಾಗಿ ಮಳೆ ಬೆಳೆ ಸಮೃದ್ಧಿಯಾಗಿ ಫಲ ನೀಡುವ ದೇವರು ಮಳೆ ದೇವರು ಎಂದು ಕರೆಯುತ್ತಾರೆ. ಜೋಕುಮಾರ ಗೊಂಡಯ್ಯ ಮಳೆಯ ತಾರಯ್ಯ ಅಡ್ಡಡ್ಡ ಮಳೆ ಬಂದು ಒಡ್ಡೊಡ್ಡ ಕೆರೆ ತುಂಬಿ ಜೋಕುಮಾರ. ಜೋಕುಮಾರನ ಸ್ತುತಿ ಮಾಡಿ ಬೆಳೆಯ ಬೇಡಿಕೆ ಸಲ್ಲಿಸುವ ಜನಪದ ಗೀತೆ ಹಾಡುತ್ತಾ ಹಳ್ಳಿಯ ಜನರ ಮನಸ್ಸನ್ನು ಗೆಲ್ಲುತ್ತಾರೆ. ಬೇವಿನ ಸೊಪ್ಪು ಹಾಗೂ ಕಪ್ಪು ಬಂಡಾರ ಸೇರಿಸಿ ಹೊಲಗದ್ದೆಗಳಿಗೆ ಸಿಂಪಡಿಸುತ್ತಾರೆ ಇದರಿಂದ ಬೆಳೆ ಸಮೃದ್ಧಿಯಾಗಿ ಬೆಳೆಯುತ್ತದೆ ಎಂಬ ನಂಬಿಕೆ ಇದೆ. ಏಳನೇ ದಿನ ಗಣೇಶನ ಭೂಲೋಕದಲ್ಲಿ ಸಂತಸ್ಥ: [715, 421, 957, 753]
folk-col3: ಗೊಂಡು ಮೋಡ ಕಡೆದು ಎಲ್ಲ ಜನರು ಸಮೃದ್ಧದಿಂದ ಇದ್ದಾರೆ ಎಂದು ವರದಿ ನೀಡುತ್ತಾನೆ ಮಳೆ ಹೊರತೆಯಾಗುತ್ತದೆ ಜೋಕುಮಾರಸ್ವಾಮಿ ಮನೆ ಮನೆಗೆ ತೆರಳಿ ಪರಿಸ್ಥಿತಿ ನೋಡಿಕೊಂಡು ಜನ ಸಂಕಷ್ಟದಲ್ಲಿದ್ದಾರೆ ಮಳೆ ಬೇಕೆಂದು ಕಂಗಾಲಾಗಿದ್ದಾರೆ ಎಂದು ಶಿವನಿಗೆ ವರದಿ ಸಲ್ಲಿಸುತ್ತಾನೆ. ಇದನ್ನು ಕೈಲಾಸ ಶಿವ ಭೂಲೋಕದಲ್ಲಿ ಮಳೆ ಬರಲು ಕಾರಣನಾಗುತ್ತಾನೆ ಅವರಂತೆ ಶಿವನು ಮಳೆ ಸುರಿಯುವಂತೆ ಮಾಡುತ್ತಾನೆ. ಮಳೆ ಸುರಿಯುತ್ತದೆ ಎಂಬ ಕಥೆ ಇದೆ ಹಾಗೆಯೇ ಮಳೆ ಸುರಿಯುತ್ತವೆ ರೇವತಿ ಬದ್ರಿ ಮನೆಯಲ್ಲಿ ಆರತಿ ಗುಡ್ಡಿಯಂದು ಬರೋ ಅಶ್ವಿನಿ ಕರೋಗಿಂದು ಬರ್ತಾಗ ಭರಣಿ ಭರಣಿ ಮಳೆ ಬಂದರೆ ಧರಣಿ ಹೊತ್ತು ಕೃತಕೆ ಮಳೆ ಬೀಳದಿದ್ದರೆ ಬಾಯಲ್ಲಿ ಮೃತಿಕೆ ಕೃತಿಕೆ ಕರ ಹಿಸ್ಸು ಕಬ್ಬಿನಿಂದ ಬೀಳಿ ಓಣಿಯೆಲ್ಲ ಕೆಸರು ಮೃಗಶಿರದಲ್ಲಿ ಮಕ್ಕಳಿ ಎಲ್ಲ ಆರಿದ್ರ ಮಳೆಯಲಿ ಹಾದಿಯಲ್ಲ ಅಣೆಬಿ ಬಾಳೆಗೊಂದು ಗೊನೆ ಬಾಳುವನಿಗೊಂದು ಮಗು ಆಶ್ಲೇಷ ಮಳೆ ನಿಕ್ಷೇಷ ಕೊಳೆ: [969, 421, 1212, 716]
navodaya-paragraph: ಬಳ್ಳಾರಿ:ಬಳ್ಳಾರಿ ತಾಲ್ಲೂಕಿನ ಚಿಕ್ಕಜೋಗಿಹಳ್ಳಿಯಲ್ಲಿರುವ ಜವಾಹರ ನವೋದಯ ವಿದ್ಯಾಲಯದ 6ನೇ ತರಗತಿಯ ಪ್ರವೇಶ ಪರೀಕ್ಷೆಗೆ ಆನ್‌ಲೈನ್ ಮೂಲಕ ಅರ್ಜಿ ಸಲ್ಲಿಸುವ ಕೊನೆಯ ದಿನವನ್ನು ಅಕ್ಟೋಬರ್ 07 ರ ವರೆಗೆ ವಿಸ್ತರಿಸಲಾಗಿದೆ.: [23, 1453, 368, 1505]
politics-col1: ಶಾಸಕ ಮುನಿರತ್ನ ಇತ್ತೀಚಿನ ವರ್ಷಗಳಲ್ಲಿ ಶಿವಕುಮಾರ್ ಸೋದರರ ಪ್ರಾಬಲ್ಯದ ವಿರುದ್ಧ ತಿರುಗಿ ಬಿದ್ದಿದ್ದರು. ಹಾಗಂತ ಅವರು ಕಾಂಗ್ರೆಸ್ ಪಕ್ಷದ ಕಡು ವಿರೋಧಿಯಾಗಿರಲಿಲ್ಲ ಮುಖ್ಯಮಂತ್ರಿ ಸಿದ್ದರಾಮಯ್ಯನವರೊಂದಿಗೆ ಅವರಿಗೆ ಈಗಲೂ ಪರಮಾಪ್ತರು. ಆದರೆ ಬಿಜೆಪಿ ಮತ್ತು ಜೆಡಿಎಸ್ ಪಾಳೆಯಗಳಲ್ಲಿ ತಲ್ಲಣಕ್ಕೆ ಕಾರಣವಾಗಿದೆ. ಉಪ ಮುಖ್ಯಮಂತ್ರಿ, ರಾಜ್ಯ ಕಾಂಗ್ರೆಸ್ ಅಧ್ಯಕ್ಷ ಡಿ.ಕೆ.ಶಿವಕುಮಾರ್ ಅವರ ರಾಜಕೀಯ ದಾಳಕ್ಕೆ ರಾಜ್ಯ ಬಿಜೆಪಿ ಬೆಚ್ಚಿ ಕುಳಿತಿದ್ದರೆ, ಜೆಡಿಎಸ್ ನಾಯಕರನ್ನು ಗೊಂದಲಕ್ಕೆ ತಳ್ಳಿದೆ. ಬೆಂಗಳೂರು ನಗರದ ಭಾಗವೇ ಆಗಿರುವ, ಕನಕಪುರ ಲೋಕಸಭಾ ಕ್ಷೇತ್ರದ ವ್ಯಾಪ್ತಿಗೊಳಪಡುವ ರಾಜರಾಜೇಶ್ವರಿ ನಗರ ಕ್ಷೇತ್ರದ ಶಾಸಕ ಮುನಿರತ್ನ ಮಹಿಳೆಯೊಬ್ಬರಿಗೆ ಅವಮಾನ ಮಾಡಿದೆಂಬ ಪ್ರಕರಣ ಇದೀಗ ಜಾತಿ ಸ್ವರೂಪ ಪಡೆದಿದೆ. ಒಕ್ಕಲಿಗ ಮಹಿಳೆಗೆ ಅವಮಾನ ಮಾಡಿದ ಆರೋಪದಲ್ಲಿ ಜಾತಿ ನಿಂದನೆ ಪ್ರಕರಣ ದಾಖಲಾಗಿದ್ದು, ಮುನಿರತ್ನ ವಿರುದ್ಧದ ಪ್ರಕರಣಗಳನ್ನು ಎಸ್ಐಟಿ ತನಿಖೆಗೆ ಒಪ್ಪಿಸಲಾಗಿದೆ.: [22, 1967, 379, 2169]
section-rule: [388, 907, 1499, 910]
masthead-rule: [16, 53, 1499, 55]
gita-number: ಸಂಖ್ಯೆ : 103: [132, 233, 259, 263]
dragon-headline-lead: ಡ್ರ್ಯಾಗನ್ ಫ್ರೂಟ್:: [467, 919, 668, 961]
folk-author-caption: [1227, 746, 1499, 858]
author-role: ಶಿಕ್ಷಕರ ರತ್ನ ಪ್ರಶಸ್ತಿ ಪುರಸ್ಕೃತರು, ಜಿಲ್ಲಾಧ್ಯಕ್ಷರು,: [1265, 803, 1462, 819]
